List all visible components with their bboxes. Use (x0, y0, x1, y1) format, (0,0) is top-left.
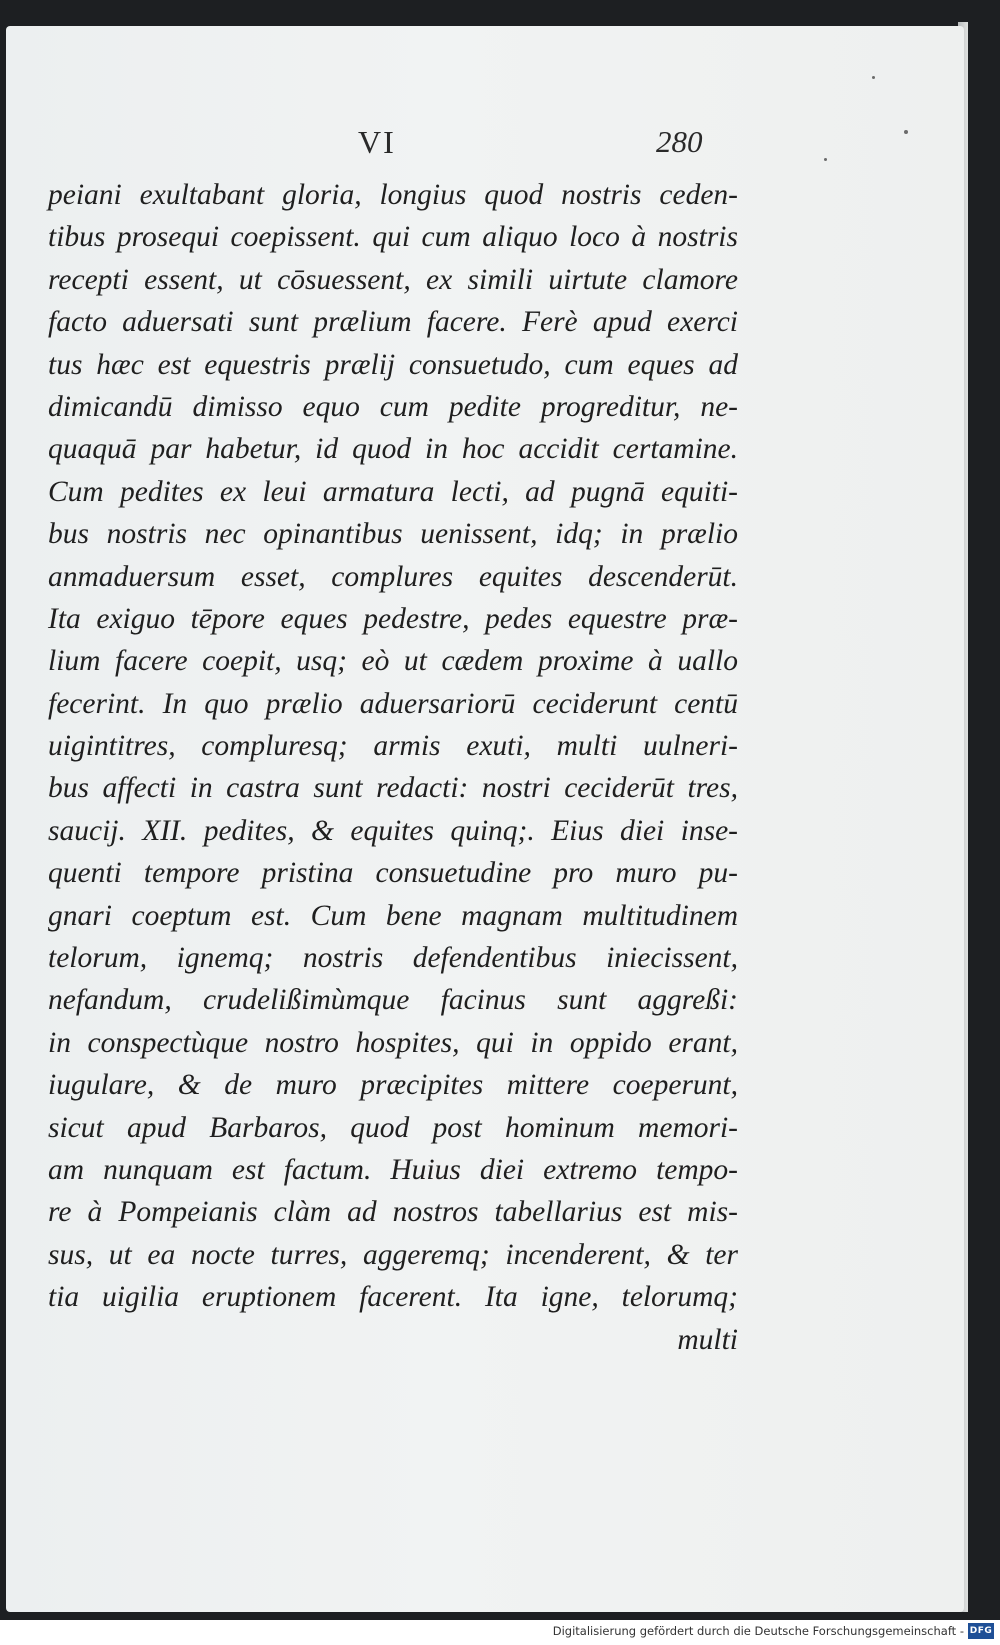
text-line: tibus prosequi coepissent. qui cum aliquo loco à nostris (48, 221, 738, 254)
text-line: am nunquam est factum. Huius diei extremo tempo- (48, 1153, 738, 1186)
body-text (48, 174, 738, 1361)
text-line: bus nostris nec opinantibus uenissent, idq; in prælio (48, 518, 738, 551)
text-line: in conspectùque nostro hospites, qui in oppido erant, (48, 1026, 738, 1059)
paper-speck (872, 76, 875, 79)
text-line: tia uigilia eruptionem facerent. Ita igne, telorumq; (48, 1281, 738, 1314)
paper-speck (904, 130, 908, 134)
text-line: sicut apud Barbaros, quod post hominum memori- (48, 1111, 738, 1144)
text-line: quenti tempore pristina consuetudine pro muro pu- (48, 857, 738, 890)
text-line: iugulare, & de muro præcipites mittere coeperunt, (48, 1069, 738, 1102)
paper-speck (824, 158, 827, 161)
text-line: tus hæc est equestris prælij consuetudo, cum eques ad (48, 348, 738, 381)
text-line: saucij. XII. pedites, & equites quinq;. Eius diei inse- (48, 814, 738, 847)
running-head (6, 124, 964, 164)
text-line: Cum pedites ex leui armatura lecti, ad pugnā equiti- (48, 475, 738, 508)
digitization-credit: Digitalisierung gefördert durch die Deutsche Forschungsgemeinschaft - (552, 1624, 964, 1638)
text-line: fecerint. In quo prælio aduersariorū ceciderunt centū (48, 687, 738, 720)
chapter-number: VI (358, 124, 396, 160)
text-line: uigintitres, compluresq; armis exuti, multi uulneri- (48, 730, 738, 763)
text-line: recepti essent, ut cōsuessent, ex simili uirtute clamore (48, 263, 738, 296)
text-line: dimicandū dimisso equo cum pedite progreditur, ne- (48, 390, 738, 423)
text-line: lium facere coepit, usq; eò ut cædem proxime à uallo (48, 645, 738, 678)
footer-bar (0, 1620, 1000, 1645)
text-line: gnari coeptum est. Cum bene magnam multitudinem (48, 899, 738, 932)
page-number: 280 (656, 124, 703, 159)
text-line: nefandum, crudelißimùmque facinus sunt aggreßi: (48, 984, 738, 1017)
book-page (6, 26, 964, 1612)
text-line: bus affecti in castra sunt redacti: nostri ceciderūt tres, (48, 772, 738, 805)
text-line: anmaduersum esset, complures equites descenderūt. (48, 560, 738, 593)
text-line: peiani exultabant gloria, longius quod nostris ceden- (48, 179, 738, 211)
text-line: re à Pompeianis clàm ad nostros tabellarius est mis- (48, 1196, 738, 1229)
text-line: Ita exiguo tēpore eques pedestre, pedes equestre præ- (48, 602, 738, 635)
text-line: sus, ut ea nocte turres, aggeremq; incenderent, & ter (48, 1238, 738, 1271)
text-line: facto aduersati sunt prælium facere. Ferè apud exerci (48, 306, 738, 339)
dfg-logo: DFG (968, 1623, 994, 1639)
text-line: telorum, ignemq; nostris defendentibus iniecissent, (48, 942, 738, 975)
text-line: quaquā par habetur, id quod in hoc accidit certamine. (48, 433, 738, 466)
text-line: multi (677, 1323, 738, 1356)
